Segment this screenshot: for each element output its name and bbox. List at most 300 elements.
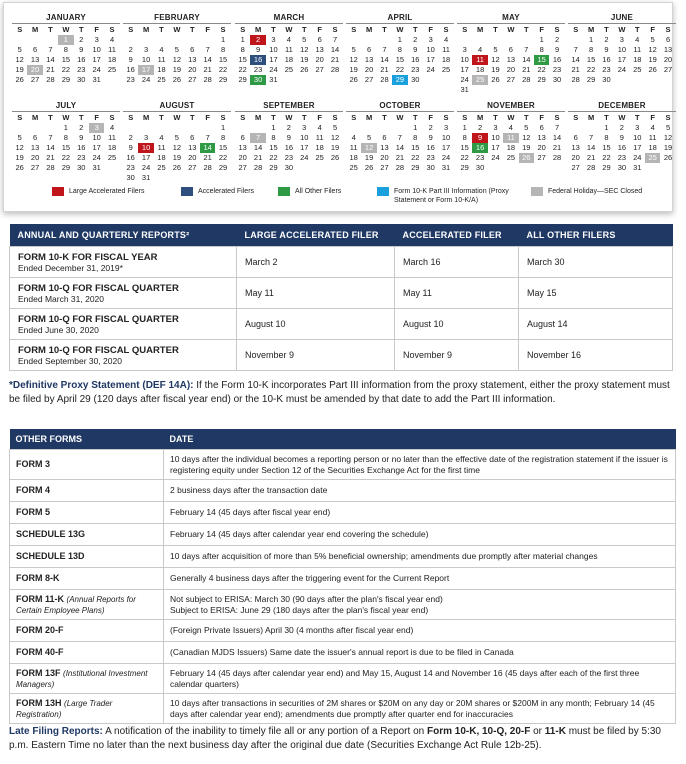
day-cell: 24 (426, 65, 435, 74)
empty-day (519, 35, 534, 45)
day-cell: 1 (539, 35, 544, 44)
header-all-other: ALL OTHER FILERS (519, 224, 673, 247)
legend-label: Large Accelerated Filers (69, 188, 145, 195)
day-header: S (17, 113, 23, 122)
day-cell: 27 (364, 75, 374, 84)
form-date-cell (164, 694, 676, 724)
day-cell: 24 (300, 153, 309, 162)
header-date: DATE (164, 429, 676, 450)
day-cell: 23 (77, 153, 86, 162)
empty-day (154, 35, 169, 45)
day-cell: 7 (573, 45, 578, 54)
day-cell: 26 (519, 153, 534, 163)
month-grid (12, 113, 120, 173)
day-header: T (78, 113, 84, 122)
day-cell: 1 (462, 123, 467, 132)
day-cell: 25 (472, 75, 487, 85)
reports-table-header (10, 224, 673, 247)
month-title: DECEMBER (568, 101, 676, 112)
day-cell: 21 (552, 143, 562, 152)
late-note-text2: or (530, 726, 545, 737)
day-cell: 1 (413, 123, 418, 132)
day-cell: 1 (220, 35, 226, 44)
day-cell: 27 (238, 163, 247, 172)
day-cell: 19 (15, 65, 24, 74)
day-cell: 25 (633, 65, 642, 74)
day-cell: 22 (395, 65, 405, 74)
day-cell: 22 (411, 153, 420, 162)
day-cell: 23 (284, 153, 294, 162)
day-header: F (94, 25, 99, 34)
day-cell: 14 (552, 133, 562, 142)
proxy-statement-note (9, 379, 673, 407)
day-cell: 21 (330, 55, 340, 64)
day-cell: 13 (663, 45, 673, 54)
day-cell: 5 (17, 45, 22, 54)
day-cell: 13 (364, 55, 374, 64)
day-cell: 26 (172, 75, 182, 84)
day-cell: 15 (269, 143, 278, 152)
day-cell: 10 (460, 55, 469, 64)
day-cell: 20 (571, 153, 580, 162)
month-title: NOVEMBER (457, 101, 565, 112)
due-date-other: March 30 (519, 247, 673, 278)
day-cell: 17 (300, 143, 309, 152)
table-row (10, 480, 676, 502)
form-name-cell (10, 502, 164, 524)
month-november (457, 101, 565, 173)
table-row (10, 568, 676, 590)
day-cell: 4 (650, 123, 655, 132)
report-period: Ended December 31, 2019* (18, 262, 123, 273)
day-cell: 18 (441, 55, 451, 64)
day-header: W (507, 25, 515, 34)
day-cell: 20 (380, 153, 389, 162)
day-cell: 29 (460, 163, 469, 172)
day-cell: 5 (351, 45, 356, 54)
day-cell: 2 (428, 123, 433, 132)
form-name: FORM 8-K (16, 573, 60, 583)
day-header: S (462, 25, 468, 34)
form-name-cell (10, 480, 164, 502)
day-header: M (587, 113, 595, 122)
day-cell: 19 (522, 143, 531, 152)
empty-day (361, 123, 376, 133)
day-cell: 23 (126, 163, 135, 172)
day-cell: 3 (619, 35, 624, 44)
day-header: T (634, 25, 640, 34)
legend-label: Form 10-K Part III Information (Proxy Statement or Form 10-K/A) (394, 188, 509, 204)
day-cell: 25 (157, 75, 166, 84)
day-header: W (173, 25, 181, 34)
month-title: OCTOBER (346, 101, 454, 112)
day-header: W (507, 113, 515, 122)
day-cell: 10 (138, 143, 153, 153)
day-cell: 25 (284, 65, 294, 74)
day-cell: 18 (107, 55, 117, 64)
day-cell: 7 (524, 45, 529, 54)
day-cell: 14 (46, 143, 55, 152)
day-cell: 5 (174, 133, 179, 142)
day-header: F (650, 25, 655, 34)
month-grid (346, 113, 454, 173)
day-cell: 2 (619, 123, 624, 132)
day-header: S (332, 113, 338, 122)
day-cell: 9 (413, 45, 418, 54)
form-name-cell (10, 642, 164, 664)
legend-item (181, 187, 254, 196)
day-cell: 18 (284, 55, 294, 64)
due-date-af: August 10 (395, 309, 519, 340)
legend-swatch (52, 187, 64, 196)
day-cell: 4 (286, 35, 291, 44)
day-cell: 26 (15, 75, 24, 84)
day-cell: 12 (300, 45, 309, 54)
day-header: T (523, 25, 529, 34)
day-cell: 24 (441, 153, 451, 162)
day-cell: 12 (361, 143, 376, 153)
day-cell: 14 (46, 55, 55, 64)
day-cell: 7 (382, 45, 387, 54)
day-cell: 5 (302, 35, 307, 44)
day-cell: 10 (491, 133, 500, 142)
form-date-cell (164, 546, 676, 568)
day-cell: 12 (663, 133, 673, 142)
day-cell: 21 (203, 65, 212, 74)
day-cell: 16 (552, 55, 562, 64)
day-cell: 13 (380, 143, 389, 152)
day-cell: 2 (413, 35, 418, 44)
day-cell: 15 (218, 55, 228, 64)
empty-day (503, 35, 518, 45)
month-may (457, 13, 565, 95)
day-cell: 13 (506, 55, 516, 64)
day-header: M (254, 25, 262, 34)
month-title: JUNE (568, 13, 676, 24)
day-cell: 10 (441, 133, 451, 142)
day-cell: 31 (460, 85, 469, 94)
day-cell: 22 (238, 65, 247, 74)
day-cell: 23 (475, 153, 485, 162)
legend-swatch (531, 187, 543, 196)
report-period: Ended March 31, 2020 (18, 293, 105, 304)
table-row (10, 620, 676, 642)
day-cell: 5 (332, 123, 338, 132)
day-cell: 5 (174, 45, 179, 54)
day-header: M (31, 113, 39, 122)
day-cell: 31 (441, 163, 451, 172)
day-cell: 6 (367, 45, 372, 54)
table-row (10, 340, 673, 371)
day-cell: 8 (220, 45, 226, 54)
day-cell: 28 (395, 163, 405, 172)
empty-day (361, 35, 376, 45)
day-cell: 15 (238, 55, 247, 64)
day-header: W (618, 25, 626, 34)
day-cell: 26 (15, 163, 24, 172)
day-cell: 13 (188, 143, 197, 152)
day-cell: 8 (589, 45, 594, 54)
month-december (568, 101, 676, 173)
day-cell: 16 (426, 143, 435, 152)
day-cell: 4 (478, 45, 483, 54)
day-cell: 30 (284, 163, 294, 172)
day-cell: 13 (30, 143, 40, 152)
empty-day (169, 123, 184, 133)
empty-day (169, 35, 184, 45)
day-cell: 10 (141, 55, 151, 64)
day-header: F (539, 25, 544, 34)
day-cell: 20 (537, 143, 546, 152)
day-cell: 26 (663, 153, 673, 162)
report-cell (10, 340, 237, 371)
day-cell: 31 (92, 75, 101, 84)
day-cell: 1 (220, 123, 226, 132)
day-header: S (443, 113, 449, 122)
empty-day (377, 123, 392, 133)
legend-label: Accelerated Filers (198, 188, 255, 195)
day-cell: 6 (508, 45, 513, 54)
day-header: S (462, 113, 468, 122)
day-cell: 10 (92, 45, 101, 54)
day-cell: 13 (30, 55, 40, 64)
day-cell: 14 (586, 143, 596, 152)
day-cell: 21 (253, 153, 263, 162)
day-cell: 27 (537, 153, 546, 162)
day-cell: 15 (411, 143, 420, 152)
day-cell: 11 (472, 55, 487, 65)
month-grid (123, 113, 231, 183)
form-name-cell (10, 568, 164, 590)
day-cell: 2 (478, 123, 483, 132)
day-cell: 7 (332, 35, 338, 44)
day-cell: 16 (126, 65, 135, 74)
day-cell: 11 (108, 45, 116, 54)
day-cell: 18 (349, 153, 358, 162)
day-cell: 27 (315, 65, 324, 74)
day-cell: 13 (537, 133, 546, 142)
empty-day (377, 35, 392, 45)
day-cell: 10 (300, 133, 309, 142)
day-cell: 12 (330, 133, 340, 142)
day-cell: 14 (203, 55, 212, 64)
day-cell: 10 (633, 133, 642, 142)
day-cell: 20 (27, 65, 42, 75)
late-note-forms: Form 10-K, 10-Q, 20-F (426, 726, 531, 737)
day-cell: 18 (506, 143, 516, 152)
report-period: Ended June 30, 2020 (18, 324, 99, 335)
empty-day (568, 35, 583, 45)
month-grid (568, 25, 676, 85)
form-date-cell (164, 620, 676, 642)
day-header: M (254, 113, 262, 122)
empty-day (138, 123, 153, 133)
day-cell: 30 (77, 75, 86, 84)
day-cell: 28 (253, 163, 263, 172)
reports-table-body (10, 247, 673, 371)
empty-day (488, 35, 503, 45)
day-cell: 11 (503, 133, 518, 143)
day-cell: 23 (426, 153, 435, 162)
day-cell: 27 (506, 75, 516, 84)
form-date-cell (164, 480, 676, 502)
empty-day (457, 35, 472, 45)
day-cell: 21 (571, 65, 580, 74)
day-header: S (573, 25, 579, 34)
due-date-laf: November 9 (237, 340, 395, 371)
day-header: T (271, 25, 276, 34)
day-header: W (173, 113, 181, 122)
day-cell: 24 (141, 75, 151, 84)
day-cell: 18 (157, 65, 166, 74)
form-name: FORM 13F (16, 667, 61, 678)
day-cell: 29 (392, 75, 407, 85)
day-header: T (382, 113, 387, 122)
form-date-cell (164, 664, 676, 694)
day-cell: 9 (604, 45, 609, 54)
day-cell: 2 (79, 123, 84, 132)
day-header: T (382, 25, 387, 34)
table-row (10, 524, 676, 546)
day-cell: 17 (426, 55, 435, 64)
day-header: S (554, 113, 560, 122)
form-name: FORM 3 (16, 459, 51, 469)
day-cell: 25 (107, 65, 117, 74)
day-cell: 16 (472, 143, 487, 153)
day-cell: 11 (157, 143, 166, 152)
day-cell: 28 (46, 75, 55, 84)
day-cell: 30 (126, 173, 135, 182)
day-cell: 26 (172, 163, 182, 172)
day-cell: 7 (589, 133, 594, 142)
day-header: M (31, 25, 39, 34)
day-cell: 11 (349, 143, 358, 152)
report-period: Ended September 30, 2020 (18, 355, 122, 366)
day-header: S (554, 25, 560, 34)
due-date-af: March 16 (395, 247, 519, 278)
day-header: W (396, 113, 404, 122)
day-header: M (365, 25, 373, 34)
day-cell: 8 (604, 133, 609, 142)
day-cell: 17 (92, 143, 101, 152)
month-title: MAY (457, 13, 565, 24)
day-cell: 28 (380, 75, 389, 84)
day-cell: 8 (220, 133, 226, 142)
day-cell: 10 (617, 45, 627, 54)
empty-day (43, 35, 58, 45)
day-cell: 30 (77, 163, 86, 172)
legend-item (278, 187, 341, 196)
day-header: S (332, 25, 338, 34)
day-cell: 16 (126, 153, 135, 162)
day-header: T (412, 113, 418, 122)
day-cell: 13 (315, 45, 324, 54)
day-cell: 8 (462, 133, 467, 142)
day-cell: 29 (586, 75, 596, 84)
month-title: SEPTEMBER (235, 101, 343, 112)
day-cell: 15 (460, 143, 469, 152)
form-note: (Institutional Investment Managers) (16, 668, 148, 689)
day-cell: 23 (602, 65, 611, 74)
late-note-form-last: 11-K (544, 726, 566, 737)
day-cell: 2 (250, 35, 265, 45)
day-header: W (62, 113, 70, 122)
legend-swatch (278, 187, 290, 196)
day-cell: 23 (77, 65, 86, 74)
day-cell: 3 (144, 133, 149, 142)
day-cell: 28 (330, 65, 340, 74)
day-cell: 7 (250, 133, 265, 143)
due-date-laf: August 10 (237, 309, 395, 340)
day-cell: 2 (128, 45, 133, 54)
day-cell: 30 (475, 163, 485, 172)
day-cell: 19 (349, 65, 358, 74)
month-march (235, 13, 343, 85)
day-cell: 24 (269, 65, 278, 74)
day-cell: 16 (77, 55, 86, 64)
report-form-name: FORM 10-K FOR FISCAL YEAR (18, 251, 158, 263)
day-cell: 15 (61, 55, 71, 64)
table-row (10, 309, 673, 340)
day-cell: 8 (397, 45, 402, 54)
empty-day (123, 35, 138, 45)
day-cell: 5 (493, 45, 498, 54)
day-cell: 14 (253, 143, 263, 152)
day-header: S (351, 25, 357, 34)
day-header: S (17, 25, 23, 34)
day-cell: 15 (534, 55, 549, 65)
day-cell: 20 (364, 65, 374, 74)
day-cell: 8 (240, 45, 245, 54)
form-name-cell (10, 620, 164, 642)
form-name-cell (10, 590, 164, 620)
form-name: FORM 5 (16, 507, 51, 517)
month-title: FEBRUARY (123, 13, 231, 24)
day-cell: 12 (15, 55, 24, 64)
empty-day (250, 123, 265, 133)
day-cell: 13 (188, 55, 197, 64)
day-header: T (159, 25, 164, 34)
day-cell: 9 (472, 133, 487, 143)
form-name: FORM 13H (16, 697, 62, 708)
day-cell: 10 (269, 45, 278, 54)
day-cell: 17 (92, 55, 101, 64)
day-header: M (476, 113, 484, 122)
day-cell: 23 (552, 65, 562, 74)
day-cell: 20 (238, 153, 247, 162)
day-cell: 2 (554, 35, 560, 44)
day-header: S (443, 25, 449, 34)
day-cell: 25 (315, 153, 324, 162)
report-form-name: FORM 10-Q FOR FISCAL QUARTER (18, 282, 179, 294)
table-row (10, 278, 673, 309)
form-date-cell (164, 568, 676, 590)
day-cell: 3 (635, 123, 640, 132)
day-cell: 31 (269, 75, 278, 84)
day-cell: 16 (411, 55, 420, 64)
table-row (10, 642, 676, 664)
day-header: F (317, 25, 322, 34)
day-cell: 15 (586, 55, 596, 64)
empty-day (27, 123, 42, 133)
day-cell: 22 (537, 65, 546, 74)
day-cell: 14 (571, 55, 580, 64)
day-cell: 24 (141, 163, 151, 172)
reports-table (9, 224, 673, 371)
day-cell: 9 (619, 133, 624, 142)
day-cell: 4 (109, 123, 115, 132)
day-cell: 21 (46, 65, 55, 74)
